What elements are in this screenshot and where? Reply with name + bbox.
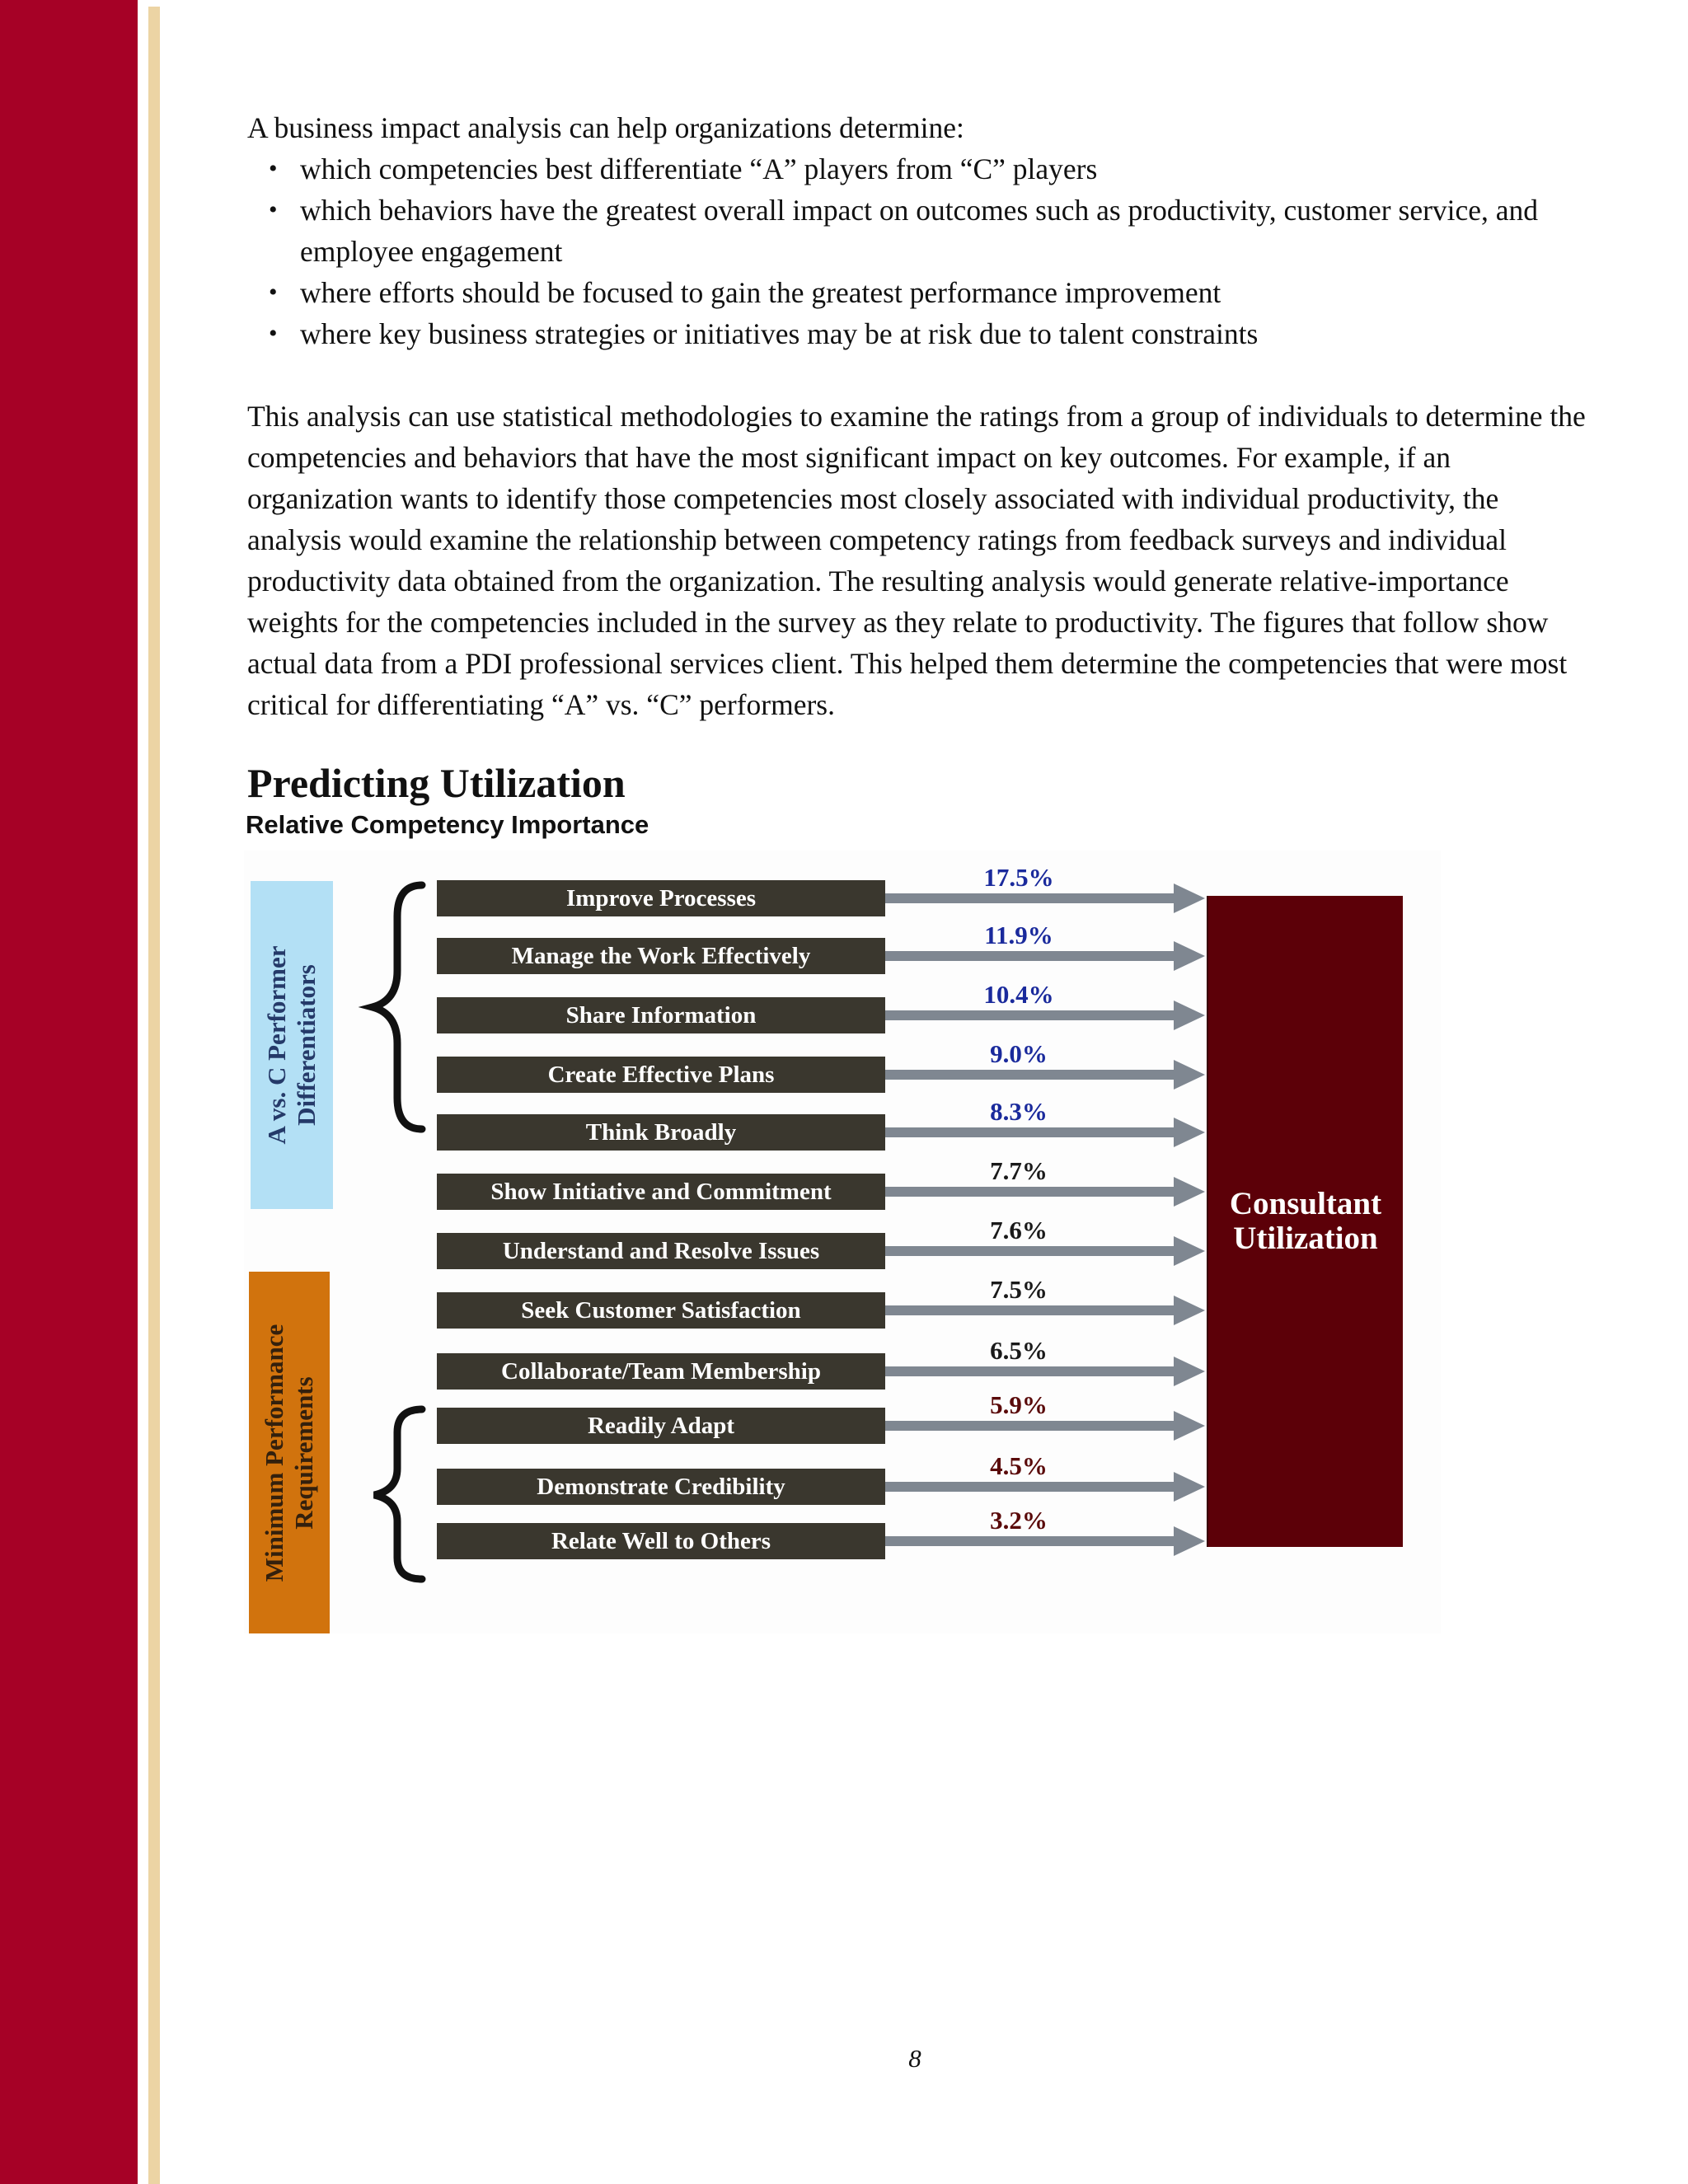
arrow-shaft <box>885 1010 1174 1020</box>
group-label: A vs. C Performer Differentiators <box>262 945 321 1145</box>
outcome-box <box>1207 896 1403 1547</box>
arrow-head-icon <box>1174 1411 1205 1441</box>
bullet-item: • where efforts should be focused to gain the greatest performance improvement <box>247 272 1599 313</box>
arrow-shaft <box>885 951 1174 961</box>
competency-label: Demonstrate Credibility <box>537 1474 785 1500</box>
bullet-item: • which competencies best differentiate “A” players from “C” players <box>247 148 1599 190</box>
value-label: 11.9% <box>984 921 1053 949</box>
bullet-icon: • <box>269 155 278 182</box>
competency-label: Improve Processes <box>565 885 757 912</box>
arrow-shaft <box>885 1246 1174 1256</box>
arrow-shaft <box>885 1482 1174 1492</box>
value-label: 9.0% <box>990 1039 1048 1068</box>
competency-chart <box>244 851 1441 1633</box>
value-label: 7.7% <box>990 1156 1048 1185</box>
group-label: Minimum Performance Requirements <box>260 1324 318 1582</box>
body-text <box>247 107 1599 725</box>
bracket-bottom-icon <box>374 1409 422 1579</box>
bullet-icon: • <box>269 196 278 223</box>
arrow-head-icon <box>1174 883 1205 913</box>
arrow-shaft <box>885 893 1174 903</box>
value-label: 8.3% <box>990 1097 1048 1126</box>
competency-label: Collaborate/Team Membership <box>501 1358 821 1385</box>
arrow-head-icon <box>1174 1060 1205 1090</box>
bullet-icon: • <box>269 320 278 347</box>
arrow-head-icon <box>1174 1177 1205 1207</box>
value-label: 6.5% <box>990 1336 1048 1365</box>
arrow-shaft <box>885 1366 1174 1376</box>
value-label: 17.5% <box>983 863 1054 892</box>
competency-label: Create Effective Plans <box>547 1062 775 1088</box>
arrow-head-icon <box>1174 1296 1205 1325</box>
competency-label: Readily Adapt <box>587 1413 735 1439</box>
arrow-shaft <box>885 1305 1174 1315</box>
chart-title: Relative Competency Importance <box>246 810 649 839</box>
bullet-item: • where key business strategies or initiatives may be at risk due to talent constraints <box>247 313 1599 354</box>
competency-label: Understand and Resolve Issues <box>502 1238 820 1264</box>
arrow-shaft <box>885 1070 1174 1080</box>
left-margin-stripe <box>148 7 160 2184</box>
competency-label: Relate Well to Others <box>551 1528 771 1554</box>
arrow-shaft <box>885 1536 1174 1546</box>
value-label: 4.5% <box>990 1451 1048 1480</box>
arrow-head-icon <box>1174 1472 1205 1502</box>
competency-label: Think Broadly <box>585 1119 737 1146</box>
body-paragraph: This analysis can use statistical methodologies to examine the ratings from a group of individuals to determine the competencies and behaviors that have the most significant impact on key outcomes. For example, if an organization wants to identify those competencies most closely associated with individual productivity, the analysis would examine the relationship between competency ratings from feedback surveys and individual productivity data obtained from the organization. The resulting analysis would generate relative-importance weights for the competencies included in the survey as they relate to productivity. The figures that follow show actual data from a PDI professional services client. This helped them determine the competencies that were most critical for differentiating “A” vs. “C” performers. <box>247 400 1586 721</box>
value-label: 10.4% <box>983 980 1054 1009</box>
page-number: 8 <box>908 2044 921 2073</box>
competency-label: Seek Customer Satisfaction <box>521 1297 801 1324</box>
arrow-shaft <box>885 1187 1174 1197</box>
arrow-head-icon <box>1174 1236 1205 1266</box>
intro-text: A business impact analysis can help organizations determine: <box>247 111 964 144</box>
bullet-icon: • <box>269 279 278 306</box>
outcome-label: Consultant Utilization <box>1229 1186 1382 1256</box>
left-margin-bar <box>0 0 138 2184</box>
arrow-head-icon <box>1174 1357 1205 1386</box>
competency-label: Show Initiative and Commitment <box>490 1179 832 1205</box>
value-label: 5.9% <box>990 1390 1048 1419</box>
arrow-head-icon <box>1174 1526 1205 1556</box>
value-label: 3.2% <box>990 1506 1048 1535</box>
value-label: 7.6% <box>990 1216 1048 1244</box>
arrow-shaft <box>885 1127 1174 1137</box>
arrow-head-icon <box>1174 1118 1205 1147</box>
competency-label: Manage the Work Effectively <box>511 943 811 969</box>
bullet-list <box>247 148 1599 354</box>
arrow-head-icon <box>1174 941 1205 971</box>
section-title: Predicting Utilization <box>247 760 626 806</box>
bullet-item: • which behaviors have the greatest overall impact on outcomes such as productivity, customer service, and employee engagement <box>247 190 1599 272</box>
bracket-top-icon <box>373 885 422 1129</box>
arrow-head-icon <box>1174 1001 1205 1030</box>
competency-label: Share Information <box>565 1002 757 1029</box>
arrow-shaft <box>885 1421 1174 1431</box>
value-label: 7.5% <box>990 1275 1048 1304</box>
